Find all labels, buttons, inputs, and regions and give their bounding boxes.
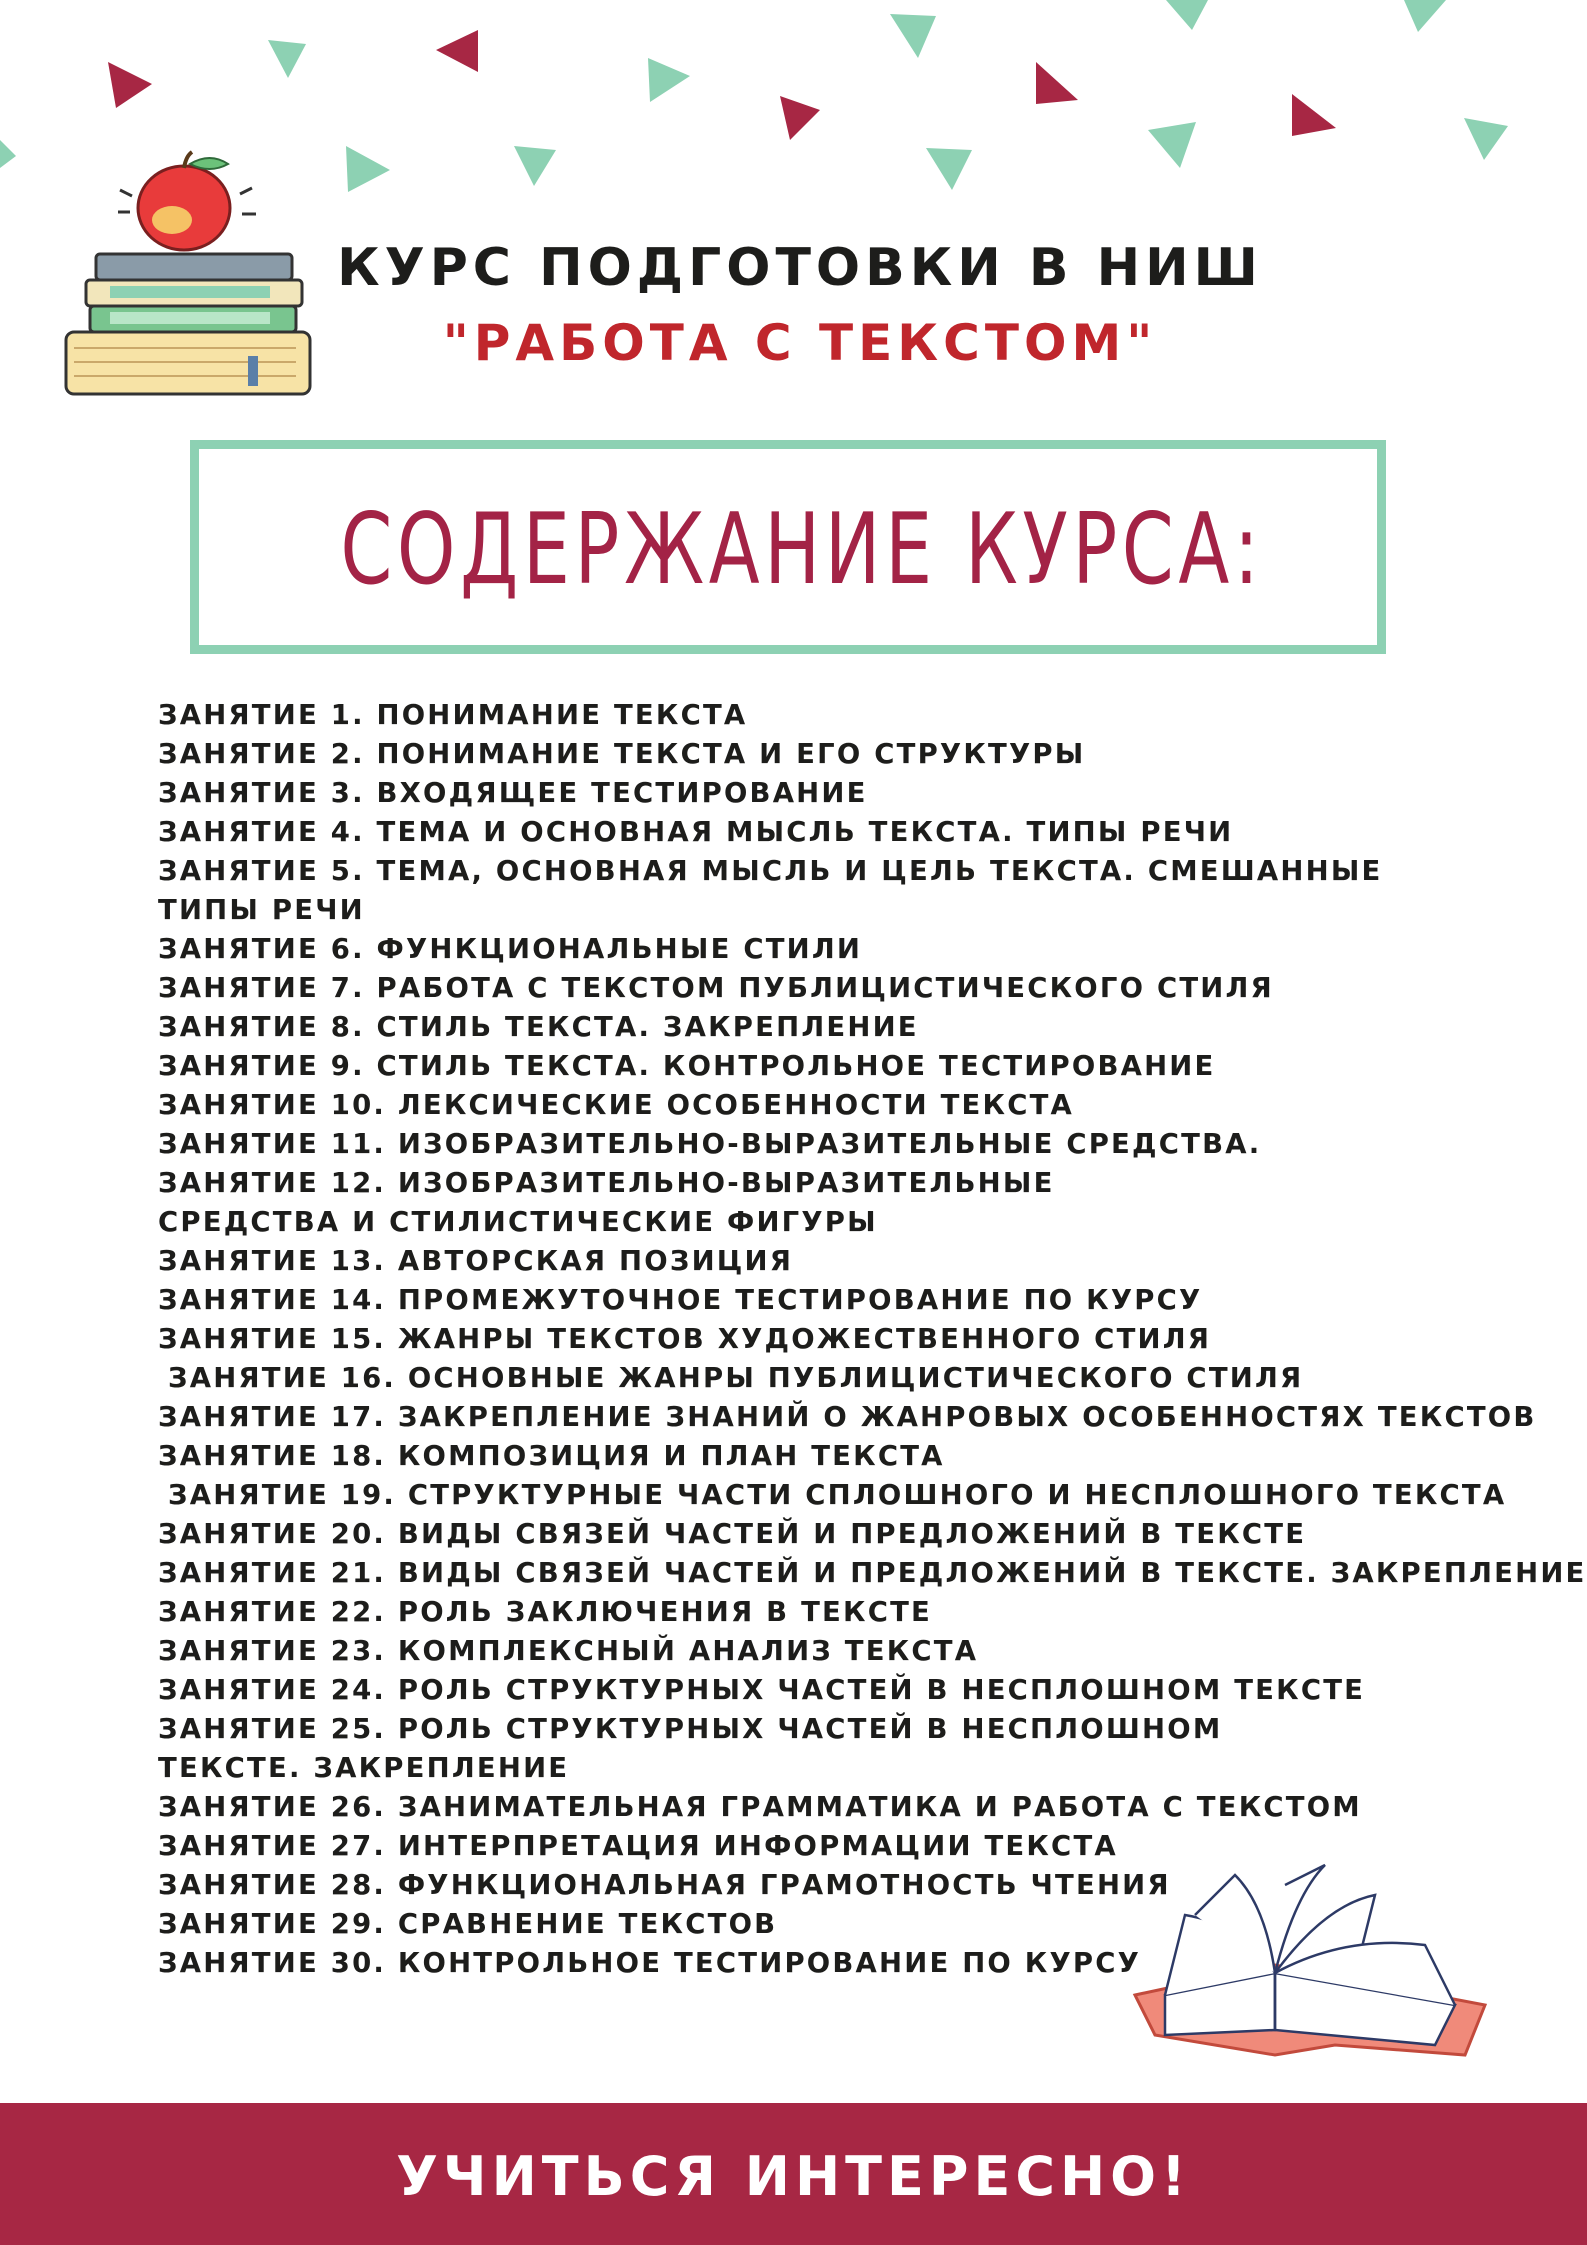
confetti-triangle [1166,0,1208,30]
lesson-item: ЗАНЯТИЕ 4. ТЕМА И ОСНОВНАЯ МЫСЛЬ ТЕКСТА. ТИПЫ РЕЧИ [158,816,1234,848]
lesson-item: ЗАНЯТИЕ 22. РОЛЬ ЗАКЛЮЧЕНИЯ В ТЕКСТЕ [158,1596,933,1628]
lesson-item: ЗАНЯТИЕ 30. КОНТРОЛЬНОЕ ТЕСТИРОВАНИЕ ПО КУРСУ [158,1947,1142,1979]
confetti-triangle [108,62,152,108]
confetti-triangle [268,40,306,78]
lesson-item: ЗАНЯТИЕ 16. ОСНОВНЫЕ ЖАНРЫ ПУБЛИЦИСТИЧЕСКОГО СТИЛЯ [168,1362,1304,1394]
footer-slogan: УЧИТЬСЯ ИНТЕРЕСНО! [396,2145,1191,2208]
confetti-triangle [0,140,16,168]
lesson-item: ЗАНЯТИЕ 7. РАБОТА С ТЕКСТОМ ПУБЛИЦИСТИЧЕСКОГО СТИЛЯ [158,972,1274,1004]
lesson-item: ЗАНЯТИЕ 8. СТИЛЬ ТЕКСТА. ЗАКРЕПЛЕНИЕ [158,1011,919,1043]
lesson-item: ЗАНЯТИЕ 9. СТИЛЬ ТЕКСТА. КОНТРОЛЬНОЕ ТЕСТИРОВАНИЕ [158,1050,1216,1082]
lesson-item: ЗАНЯТИЕ 5. ТЕМА, ОСНОВНАЯ МЫСЛЬ И ЦЕЛЬ ТЕКСТА. СМЕШАННЫЕ ТИПЫ РЕЧИ [158,855,1383,926]
lesson-item: ЗАНЯТИЕ 25. РОЛЬ СТРУКТУРНЫХ ЧАСТЕЙ В НЕСПЛОШНОМ ТЕКСТЕ. ЗАКРЕПЛЕНИЕ [158,1713,1223,1784]
confetti-triangle [780,96,820,140]
confetti-triangle [1404,0,1446,32]
lesson-item: ЗАНЯТИЕ 15. ЖАНРЫ ТЕКСТОВ ХУДОЖЕСТВЕННОГО СТИЛЯ [158,1323,1212,1355]
course-heading: КУРС ПОДГОТОВКИ В НИШ [337,238,1263,298]
confetti-triangle [1148,122,1196,168]
lesson-list [158,696,1587,1983]
lesson-item: ЗАНЯТИЕ 10. ЛЕКСИЧЕСКИЕ ОСОБЕННОСТИ ТЕКСТА [158,1089,1075,1121]
confetti-triangle [514,146,556,186]
lesson-item: ЗАНЯТИЕ 14. ПРОМЕЖУТОЧНОЕ ТЕСТИРОВАНИЕ ПО КУРСУ [158,1284,1203,1316]
lesson-item: ЗАНЯТИЕ 23. КОМПЛЕКСНЫЙ АНАЛИЗ ТЕКСТА [158,1635,979,1667]
lesson-item: ЗАНЯТИЕ 21. ВИДЫ СВЯЗЕЙ ЧАСТЕЙ И ПРЕДЛОЖЕНИЙ В ТЕКСТЕ. ЗАКРЕПЛЕНИЕ [158,1557,1587,1589]
lesson-item: ЗАНЯТИЕ 19. СТРУКТУРНЫЕ ЧАСТИ СПЛОШНОГО И НЕСПЛОШНОГО ТЕКСТА [168,1479,1507,1511]
confetti-triangle [648,58,690,102]
confetti-triangle [346,146,390,192]
lesson-item: ЗАНЯТИЕ 29. СРАВНЕНИЕ ТЕКСТОВ [158,1908,778,1940]
open-book-icon [1125,1855,1495,2085]
confetti-triangle [436,30,478,72]
lesson-item: ЗАНЯТИЕ 6. ФУНКЦИОНАЛЬНЫЕ СТИЛИ [158,933,863,965]
lesson-item: ЗАНЯТИЕ 1. ПОНИМАНИЕ ТЕКСТА [158,699,748,731]
confetti-triangle [1464,118,1508,160]
lesson-item: ЗАНЯТИЕ 20. ВИДЫ СВЯЗЕЙ ЧАСТЕЙ И ПРЕДЛОЖЕНИЙ В ТЕКСТЕ [158,1518,1307,1550]
lesson-item: ЗАНЯТИЕ 2. ПОНИМАНИЕ ТЕКСТА И ЕГО СТРУКТУРЫ [158,738,1086,770]
lesson-item: ЗАНЯТИЕ 12. ИЗОБРАЗИТЕЛЬНО-ВЫРАЗИТЕЛЬНЫЕ СРЕДСТВА И СТИЛИСТИЧЕСКИЕ ФИГУРЫ [158,1167,1055,1238]
confetti-triangle [890,14,936,58]
lesson-item: ЗАНЯТИЕ 17. ЗАКРЕПЛЕНИЕ ЗНАНИЙ О ЖАНРОВЫХ ОСОБЕННОСТЯХ ТЕКСТОВ [158,1401,1537,1433]
confetti-triangle [926,148,972,190]
confetti-triangle [1036,62,1078,104]
contents-title: СОДЕРЖАНИЕ КУРСА: [340,493,1264,607]
lesson-item: ЗАНЯТИЕ 24. РОЛЬ СТРУКТУРНЫХ ЧАСТЕЙ В НЕСПЛОШНОМ ТЕКСТЕ [158,1674,1366,1706]
contents-title-box [190,440,1386,654]
lesson-item: ЗАНЯТИЕ 3. ВХОДЯЩЕЕ ТЕСТИРОВАНИЕ [158,777,868,809]
footer-banner [0,2103,1587,2245]
lesson-item: ЗАНЯТИЕ 26. ЗАНИМАТЕЛЬНАЯ ГРАММАТИКА И РАБОТА С ТЕКСТОМ [158,1791,1362,1823]
lesson-item: ЗАНЯТИЕ 11. ИЗОБРАЗИТЕЛЬНО-ВЫРАЗИТЕЛЬНЫЕ СРЕДСТВА. [158,1128,1262,1160]
lesson-item: ЗАНЯТИЕ 13. АВТОРСКАЯ ПОЗИЦИЯ [158,1245,794,1277]
book-stack-with-apple-icon [60,150,320,410]
lesson-item: ЗАНЯТИЕ 18. КОМПОЗИЦИЯ И ПЛАН ТЕКСТА [158,1440,945,1472]
course-subtitle: "РАБОТА С ТЕКСТОМ" [442,314,1158,372]
lesson-item: ЗАНЯТИЕ 27. ИНТЕРПРЕТАЦИЯ ИНФОРМАЦИИ ТЕКСТА [158,1830,1118,1862]
lesson-item: ЗАНЯТИЕ 28. ФУНКЦИОНАЛЬНАЯ ГРАМОТНОСТЬ ЧТЕНИЯ [158,1869,1171,1901]
confetti-triangle [1292,94,1336,136]
